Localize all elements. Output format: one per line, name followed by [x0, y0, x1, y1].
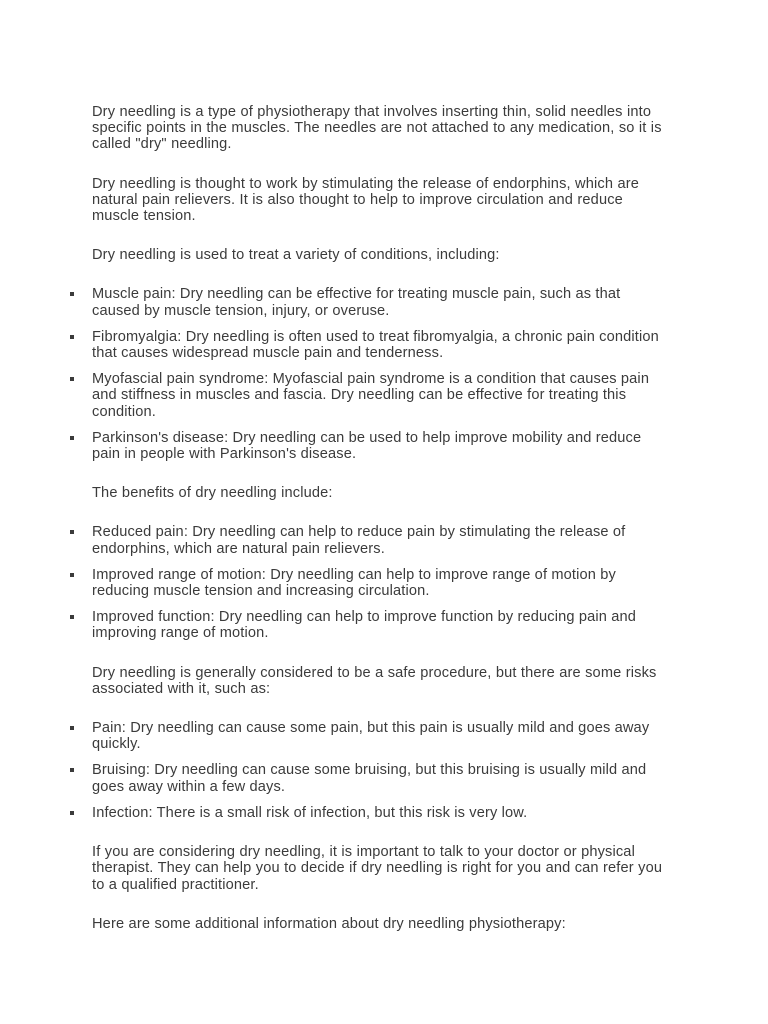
bullet-point-icon	[70, 530, 74, 534]
list-item	[92, 609, 672, 641]
list-item	[92, 430, 672, 462]
bullet-point-icon	[70, 292, 74, 296]
bullet-point-icon	[70, 615, 74, 619]
paragraph: If you are considering dry needling, it is important to talk to your doctor or physical therapist. They can help you to decide if dry needling is right for you and can refer you to a qualified practitioner.	[92, 844, 663, 893]
list-item-label: Bruising: Dry needling can cause some bruising, but this bruising is usually mild and goes away within a few days.	[92, 762, 647, 795]
list-item-label: Reduced pain: Dry needling can help to reduce pain by stimulating the release of endorphins, which are natural pain relievers.	[92, 524, 626, 557]
bullet-point-icon	[70, 811, 74, 815]
bullet-list	[92, 720, 672, 821]
list-item	[92, 286, 672, 318]
bullet-point-icon	[70, 573, 74, 577]
paragraph: Here are some additional information about dry needling physiotherapy:	[92, 915, 566, 932]
document-body	[92, 104, 672, 932]
list-item-label: Infection: There is a small risk of infection, but this risk is very low.	[92, 804, 528, 821]
list-item	[92, 720, 672, 752]
list-item	[92, 329, 672, 361]
paragraph: Dry needling is used to treat a variety of conditions, including:	[92, 247, 500, 264]
list-item	[92, 371, 672, 420]
paragraph: Dry needling is thought to work by stimulating the release of endorphins, which are natural pain relievers. It is also thought to help to improve circulation and reduce muscle tension.	[92, 175, 639, 225]
list-item-label: Parkinson's disease: Dry needling can be used to help improve mobility and reduce pain in people with Parkinson's disease.	[92, 429, 642, 463]
bullet-point-icon	[70, 335, 74, 339]
bullet-point-icon	[70, 377, 74, 381]
bullet-point-icon	[70, 726, 74, 730]
bullet-point-icon	[70, 436, 74, 440]
list-item-label: Fibromyalgia: Dry needling is often used to treat fibromyalgia, a chronic pain condition that causes widespread muscle pain and tenderness.	[92, 328, 659, 362]
list-item-label: Improved function: Dry needling can help to improve function by reducing pain and improving range of motion.	[92, 609, 637, 642]
paragraph: The benefits of dry needling include:	[92, 485, 333, 502]
bullet-list	[92, 524, 672, 641]
list-item	[92, 567, 672, 599]
list-item-label: Improved range of motion: Dry needling can help to improve range of motion by reducing muscle tension and increasing circulation.	[92, 566, 616, 600]
paragraph: Dry needling is a type of physiotherapy that involves inserting thin, solid needles into specific points in the muscles. The needles are not attached to any medication, so it is called "dry" needling.	[92, 104, 662, 153]
bullet-list	[92, 286, 672, 462]
list-item-label: Muscle pain: Dry needling can be effective for treating muscle pain, such as that caused by muscle tension, injury, or overuse.	[92, 286, 621, 319]
list-item-label: Myofascial pain syndrome: Myofascial pain syndrome is a condition that causes pain and stiffness in muscles and fascia. Dry needling can be effective for treating this condition.	[92, 371, 650, 420]
bullet-point-icon	[70, 768, 74, 772]
list-item-label: Pain: Dry needling can cause some pain, but this pain is usually mild and goes away quickly.	[92, 720, 650, 753]
list-item	[92, 762, 672, 794]
list-item	[92, 805, 672, 821]
list-item	[92, 524, 672, 556]
paragraph: Dry needling is generally considered to be a safe procedure, but there are some risks associated with it, such as:	[92, 664, 657, 697]
